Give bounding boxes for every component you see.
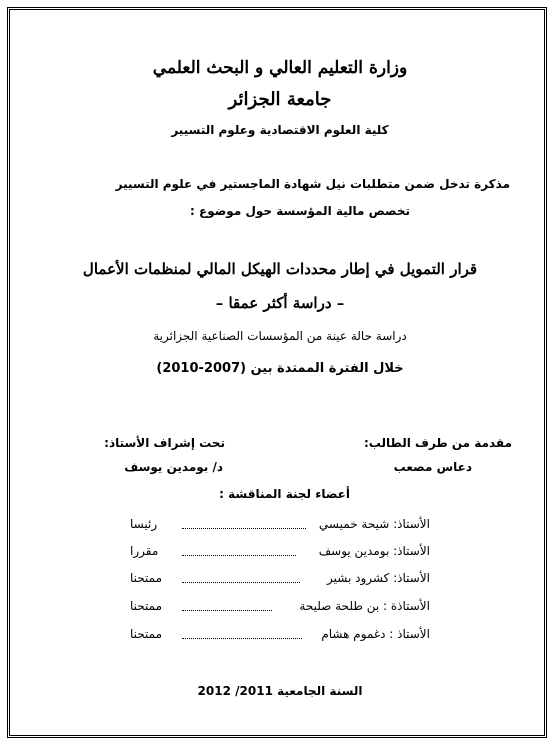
committee-heading: أعضاء لجنة المناقشة : (219, 487, 350, 501)
student-name: دعاس مصعب (393, 460, 472, 474)
committee-member (130, 627, 430, 647)
thesis-subtitle: – دراسة أكثر عمقا – (215, 294, 345, 312)
member-role: ممتحنا (130, 627, 163, 641)
memo-line-1: مذكرة تدخل ضمن متطلبات نيل شهادة الماجستير في علوم التسيير (115, 177, 510, 191)
member-name: الأستاذ: كشرود بشير (327, 571, 430, 585)
period-line: خلال الفترة الممتدة بين (2007-2010) (156, 361, 404, 376)
thesis-title: قرار التمويل في إطار محددات الهيكل المالي لمنظمات الأعمال (82, 260, 478, 278)
student-label: مقدمة من طرف الطالب: (364, 436, 512, 450)
dotted-leader (182, 638, 302, 639)
member-role: ممتحنا (130, 571, 163, 585)
dotted-leader (182, 528, 306, 529)
supervisor-label: تحت إشراف الأستاذ: (104, 436, 225, 450)
ministry-heading: وزارة التعليم العالي و البحث العلمي (152, 58, 408, 78)
dotted-leader (182, 582, 300, 583)
committee-member (130, 544, 430, 564)
member-name: الأستاذة : بن طلحة صليحة (299, 599, 430, 613)
faculty-heading: كلية العلوم الاقتصادية وعلوم التسيير (171, 123, 389, 137)
member-role: ممتحنا (130, 599, 163, 613)
committee-member (130, 571, 430, 591)
member-name: الأستاذ : دغموم هشام (321, 627, 430, 641)
member-name: الأستاذ: بومدين يوسف (318, 544, 430, 558)
academic-year: السنة الجامعية 2011/ 2012 (197, 684, 363, 698)
dotted-leader (182, 610, 272, 611)
memo-line-2: تخصص مالية المؤسسة حول موضوع : (190, 204, 410, 218)
committee-member (130, 599, 430, 619)
supervisor-name: د/ بومدين يوسف (124, 460, 223, 474)
dotted-leader (182, 555, 296, 556)
case-study-line: دراسة حالة عينة من المؤسسات الصناعية الجزائرية (153, 329, 407, 343)
member-role: رئيسا (130, 517, 158, 531)
member-role: مقررا (130, 544, 159, 558)
university-heading: جامعة الجزائر (228, 89, 332, 110)
committee-member (130, 517, 430, 537)
member-name: الأستاذ: شيحة خميسي (318, 517, 430, 531)
